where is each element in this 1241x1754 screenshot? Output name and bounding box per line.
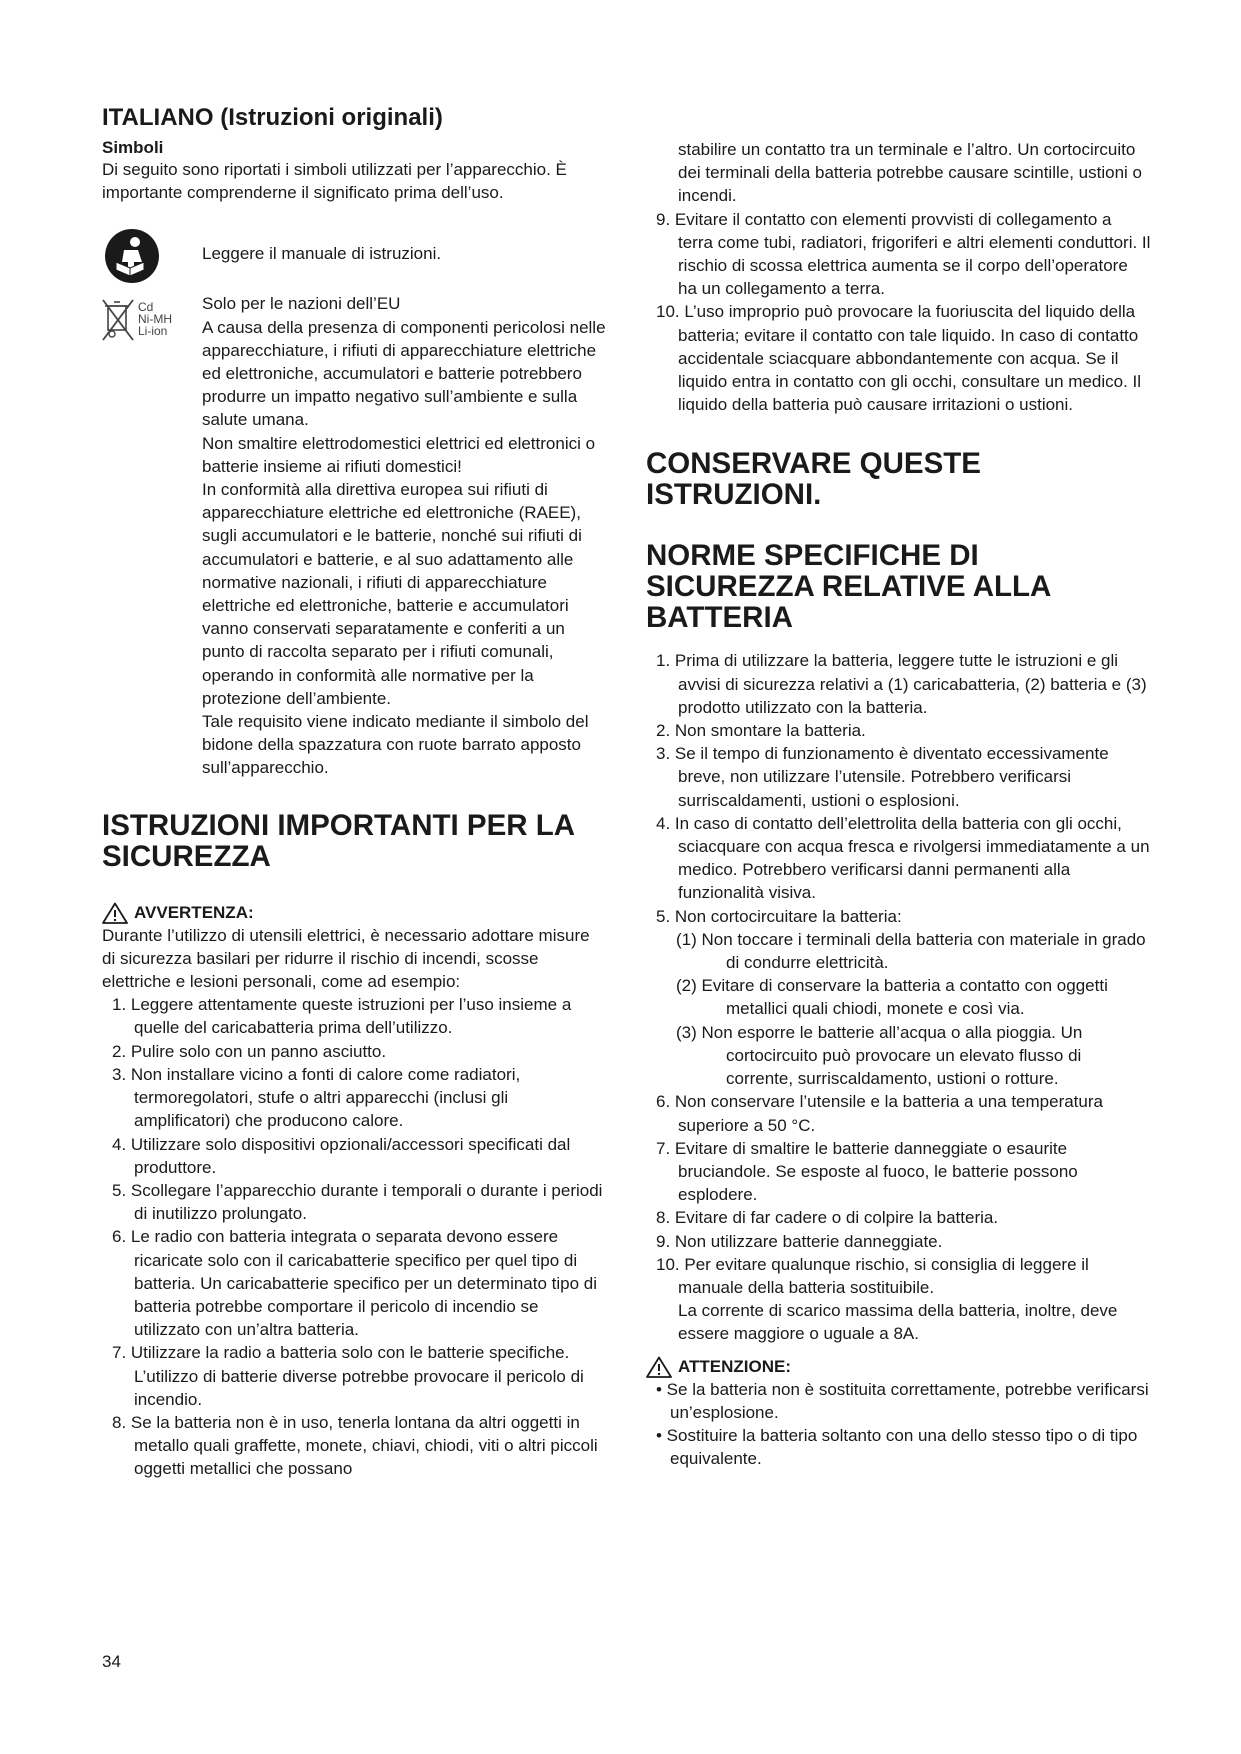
safety-item-7: 7. Utilizzare la radio a batteria solo con le batterie specifiche. L’utilizzo di batterie diverse potrebbe provocare il pericolo di incendio.	[112, 1343, 584, 1409]
weee-para-4: In conformità alla direttiva europea sui rifiuti di apparecchiature elettriche ed elettroniche (RAEE), sugli accumulatori e le batterie, nonché sui rifiuti di accumulatori e batterie, e al suo adattamento alle normative nazionali, i rifiuti di apparecchiature elettriche ed elettroniche, batterie e accumulatori vanno conservati separatamente e conferiti a un punto di raccolta separato per i rifiuti comunali, operando in conformità alle normative per la protezione dell’ambiente.	[202, 480, 582, 708]
symbols-heading: Simboli	[102, 138, 164, 157]
page-number: 34	[102, 1652, 121, 1671]
battery-item-1: 1. Prima di utilizzare la batteria, leggere tutte le istruzioni e gli avvisi di sicurezza relativi a (1) caricabatteria, (2) batteria e (3) prodotto utilizzato con la batteria.	[656, 651, 1147, 717]
safety-intro: Durante l’utilizzo di utensili elettrici, è necessario adottare misure di sicurezza basilari per ridurre il rischio di incendi, scosse elettriche e lesioni personali, come ad esempio:	[102, 925, 590, 992]
keep-instructions-heading: CONSERVARE QUESTE ISTRUZIONI.	[646, 447, 981, 512]
warning-label	[102, 902, 607, 924]
warning-icon	[646, 1356, 672, 1378]
battery-list	[646, 649, 1151, 1345]
battery-item-10: 10. Per evitare qualunque rischio, si consiglia di leggere il manuale della batteria sostituibile.	[656, 1254, 1089, 1297]
weee-para-2: A causa della presenza di componenti pericolosi nelle apparecchiature, i rifiuti di apparecchiature elettriche ed elettroniche, accumulatori e batterie potrebbero produrre un impatto negativo sull’ambiente e sulla salute umana.	[202, 317, 606, 430]
battery-item-7: 7. Evitare di smaltire le batterie danneggiate o esaurite bruciandole. Se esposte al fuoco, le batterie possono esplodere.	[656, 1138, 1078, 1205]
safety-item-8-continued: stabilire un contatto tra un terminale e l’altro. Un cortocircuito dei terminali della batteria potrebbe causare scintille, ustioni o incendi.	[678, 140, 1142, 206]
safety-item-9: 9. Evitare il contatto con elementi provvisti di collegamento a terra come tubi, radiatori, frigoriferi e altri elementi conduttori. Il rischio di scossa elettrica aumenta se il corpo dell’operatore ha un collegamento a terra.	[656, 209, 1151, 299]
caution-text: ATTENZIONE:	[678, 1356, 792, 1376]
safety-item-1: 1. Leggere attentamente queste istruzioni per l’uso insieme a quelle del caricabatteria prima dell’utilizzo.	[112, 995, 572, 1038]
symbol-row-weee	[102, 292, 607, 779]
caution-bullet-1: • Se la batteria non è sostituita correttamente, potrebbe verificarsi un’esplosione.	[656, 1379, 1149, 1422]
weee-para-1: Solo per le nazioni dell’EU	[202, 294, 401, 314]
safety-item-6: 6. Le radio con batteria integrata o separata devono essere ricaricate solo con il caricabatterie specifico per quel tipo di batteria. Un caricabatterie specifico per un determinato tipo di batteria potrebbe comportare il pericolo di incendio se utilizzato con un’altra batteria.	[112, 1227, 598, 1340]
battery-subitem-2: (2) Evitare di conservare la batteria a contatto con oggetti metallici quali chiodi, monete e così via.	[676, 976, 1108, 1019]
safety-item-4: 4. Utilizzare solo dispositivi opzionali/accessori specificati dal produttore.	[112, 1134, 571, 1177]
weee-para-3: Non smaltire elettrodomestici elettrici ed elettronici o batterie insieme ai rifiuti domestici!	[202, 433, 596, 476]
safety-item-5: 5. Scollegare l’apparecchio durante i temporali o durante i periodi di inutilizzo prolungato.	[112, 1180, 603, 1224]
battery-heading: NORME SPECIFICHE DI SICUREZZA RELATIVE ALLA BATTERIA	[646, 539, 1051, 635]
safety-item-10: 10. L’uso improprio può provocare la fuoriuscita del liquido della batteria; evitare il contatto con tale liquido. In caso di contatto accidentale sciacquare abbondantemente con acqua. Se il liquido entra in contatto con gli occhi, consultare un medico. Il liquido della batteria può causare irritazioni o ustioni.	[656, 302, 1142, 415]
battery-subitem-1: (1) Non toccare i terminali della batteria con materiale in grado di condurre elettricità.	[676, 929, 1146, 973]
page-title: ITALIANO (Istruzioni originali)	[102, 104, 443, 131]
symbol-row-manual	[102, 228, 607, 278]
battery-subitem-3: (3) Non esporre le batterie all’acqua o alla pioggia. Un cortocircuito può provocare un elevato flusso di corrente, surriscaldamento, ustioni o rotture.	[676, 1022, 1083, 1089]
battery-note: La corrente di scarico massima della batteria, inoltre, deve essere maggiore o uguale a 8A.	[678, 1301, 1118, 1344]
safety-item-2: 2. Pulire solo con un panno asciutto.	[112, 1041, 387, 1061]
left-column	[102, 104, 607, 1481]
caution-label	[646, 1356, 1151, 1378]
icon-label-cd: Cd	[138, 300, 154, 315]
icon-label-nimh: Ni-MH	[138, 312, 172, 327]
battery-item-6: 6. Non conservare l’utensile e la batteria a una temperatura superiore a 50 °C.	[656, 1092, 1103, 1135]
caution-bullet-2: • Sostituire la batteria soltanto con una dello stesso tipo o di tipo equivalente.	[656, 1425, 1138, 1469]
battery-item-9: 9. Non utilizzare batterie danneggiate.	[656, 1231, 943, 1251]
battery-item-8: 8. Evitare di far cadere o di colpire la batteria.	[656, 1208, 999, 1228]
battery-item-4: 4. In caso di contatto dell’elettrolita della batteria con gli occhi, sciacquare con acqua fresca e rivolgersi immediatamente a un medico. Potrebbero verificarsi danni permanenti alla funzionalità visiva.	[656, 813, 1150, 903]
crossed-bin-icon	[102, 294, 184, 346]
battery-item-5: 5. Non cortocircuitare la batteria:	[656, 906, 902, 926]
symbol-weee-text	[202, 292, 607, 779]
safety-heading: ISTRUZIONI IMPORTANTI PER LA SICUREZZA	[102, 808, 574, 873]
safety-item-8: 8. Se la batteria non è in uso, tenerla lontana da altri oggetti in metallo quali graffette, monete, chiavi, chiodi, viti o altri piccoli oggetti metallici che possano	[112, 1412, 598, 1479]
battery-item-3: 3. Se il tempo di funzionamento è diventato eccessivamente breve, non utilizzare l’utensile. Potrebbero verificarsi surriscaldamenti, ustioni o esplosioni.	[656, 744, 1109, 810]
warning-text: AVVERTENZA:	[134, 902, 254, 922]
read-manual-icon	[104, 228, 160, 284]
symbols-intro: Di seguito sono riportati i simboli utilizzati per l’apparecchio. È importante comprenderne il significato prima dell’uso.	[102, 160, 567, 203]
symbol-manual-text: Leggere il manuale di istruzioni.	[202, 244, 442, 264]
icon-label-liion: Li-ion	[138, 324, 168, 339]
battery-item-2: 2. Non smontare la batteria.	[656, 721, 866, 741]
warning-icon	[102, 902, 128, 924]
safety-item-3: 3. Non installare vicino a fonti di calore come radiatori, termoregolatori, stufe o altri apparecchi (inclusi gli amplificatori) che producono calore.	[112, 1064, 521, 1131]
weee-para-5: Tale requisito viene indicato mediante il simbolo del bidone della spazzatura con ruote barrato apposto sull’apparecchio.	[202, 712, 589, 778]
right-column	[646, 138, 1151, 1470]
